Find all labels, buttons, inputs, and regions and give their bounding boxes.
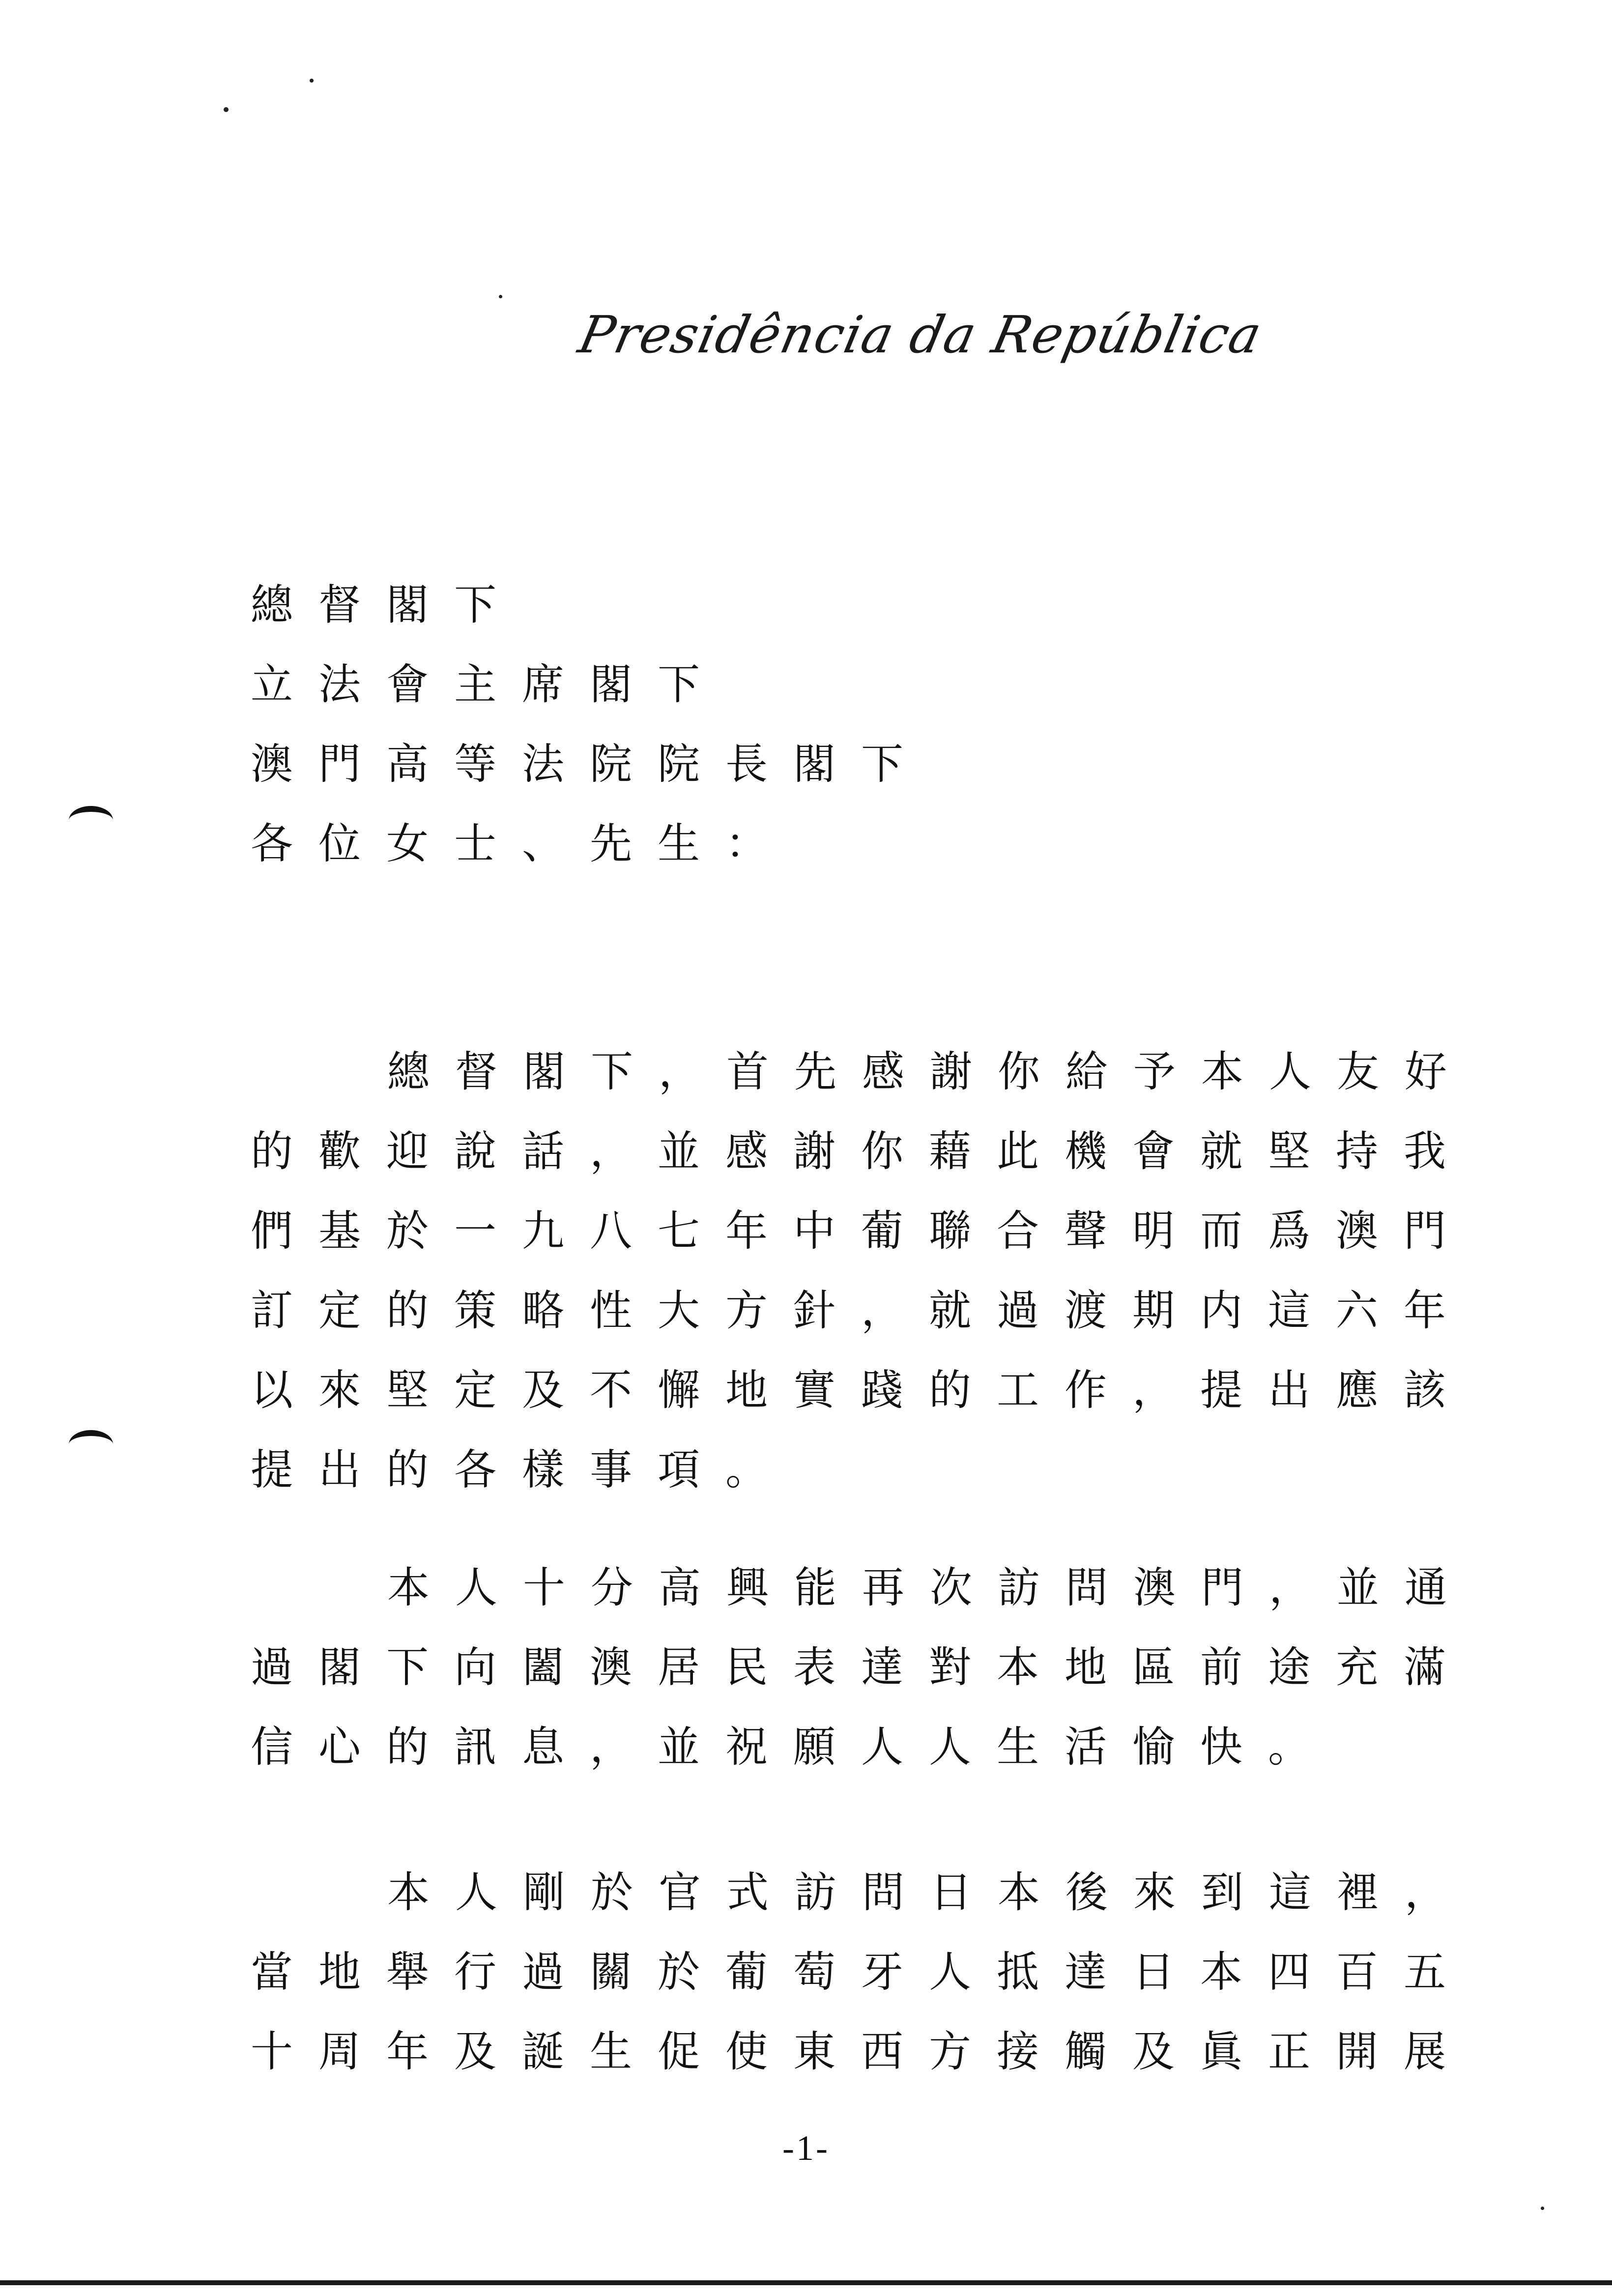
paragraph-line: 十周年及誕生促使東西方接觸及眞正開展 — [251, 2027, 1471, 2076]
scan-edge-line — [0, 2280, 1612, 2285]
page-number: -1- — [782, 2128, 830, 2168]
paragraph-line: 訂定的策略性大方針，就過渡期内這六年 — [251, 1286, 1471, 1335]
paragraph-line: 的歡迎說話，並感謝你藉此機會就堅持我 — [251, 1127, 1471, 1176]
paragraph-line: 提出的各樣事項。 — [251, 1445, 793, 1494]
paragraph-line: 當地舉行過關於葡萄牙人抵達日本四百五 — [251, 1948, 1471, 1997]
body-paragraph-2 — [251, 1548, 1472, 1787]
paragraph-line: 本人十分高興能再次訪問澳門，並通 — [387, 1563, 1472, 1612]
scan-speck — [1541, 2207, 1544, 2210]
letterhead-script: Presidência da República — [574, 305, 1267, 365]
salutation-block — [251, 565, 1430, 884]
salutation-line: 總督閣下 — [251, 580, 522, 630]
paragraph-line: 們基於一九八七年中葡聯合聲明而爲澳門 — [251, 1206, 1471, 1256]
paragraph-line: 以來堅定及不懈地實踐的工作，提出應該 — [251, 1366, 1471, 1415]
scan-speck — [224, 107, 229, 112]
punch-hole-mark — [69, 806, 113, 834]
paragraph-line: 總督閣下，首先感謝你給予本人友好 — [387, 1047, 1472, 1096]
paragraph-line: 過閣下向闔澳居民表達對本地區前途充滿 — [251, 1643, 1471, 1692]
body-paragraph-1 — [251, 1032, 1472, 1510]
scan-speck — [499, 295, 502, 298]
salutation-line: 各位女士、先生： — [251, 819, 793, 868]
salutation-line: 立法會主席閣下 — [251, 660, 725, 709]
paragraph-line: 信心的訊息，並祝願人人生活愉快。 — [251, 1722, 1336, 1772]
salutation-line: 澳門高等法院院長閣下 — [251, 740, 929, 789]
paragraph-line: 本人剛於官式訪問日本後來到這裡， — [387, 1868, 1472, 1917]
scan-speck — [310, 79, 314, 83]
body-paragraph-3 — [251, 1853, 1472, 2092]
punch-hole-mark — [69, 1430, 113, 1459]
